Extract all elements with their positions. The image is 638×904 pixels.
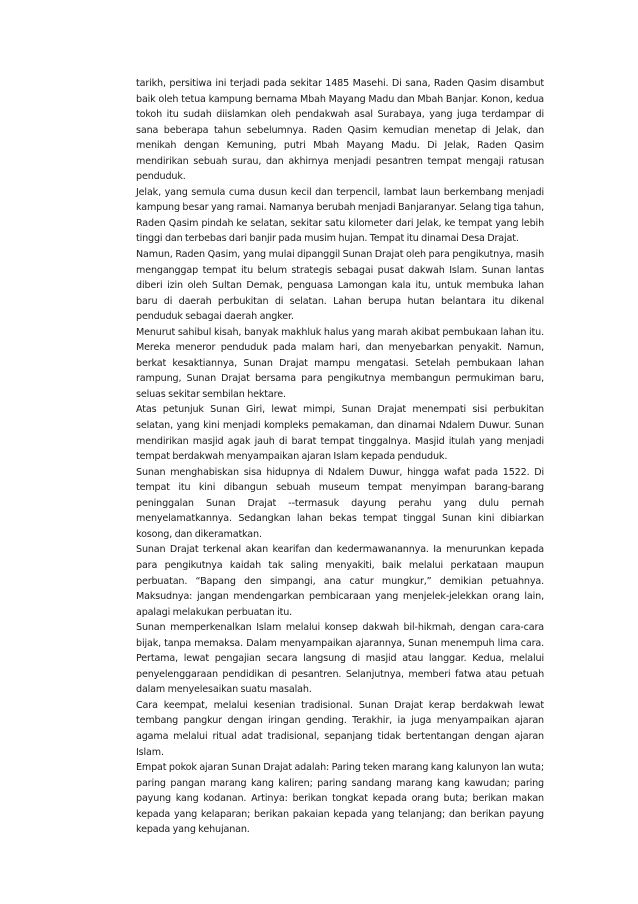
paragraph-5: Atas petunjuk Sunan Giri, lewat mimpi, Sunan Drajat menempati sisi perbukitan selatan, yang kini menjadi kompleks pemakaman, dan dinamai Ndalem Duwur. Sunan mendirikan masjid agak jauh di barat tempat tinggalnya. Masjid itulah yang menjadi tempat berdakwah menyampaikan ajaran Islam kepada penduduk. bbox=[136, 404, 544, 463]
paragraph-9: Cara keempat, melalui kesenian tradisional. Sunan Drajat kerap berdakwah lewat tembang pangkur dengan iringan gending. Terakhir, ia juga menyampaikan ajaran agama melalui ritual adat tradisional, sepanjang tidak bertentangan dengan ajaran Islam. bbox=[136, 699, 544, 758]
paragraph-4: Menurut sahibul kisah, banyak makhluk halus yang marah akibat pembukaan lahan itu. Mereka meneror penduduk pada malam hari, dan menyebarkan penyakit. Namun, berkat kesaktiannya, Sunan Drajat mampu mengatasi. Setelah pembukaan lahan rampung, Sunan Drajat bersama para pengikutnya membangun permukiman baru, seluas sekitar sembilan hektare. bbox=[136, 326, 544, 400]
paragraph-1: tarikh, persitiwa ini terjadi pada sekitar 1485 Masehi. Di sana, Raden Qasim disambut baik oleh tetua kampung bernama Mbah Mayang Madu dan Mbah Banjar. Konon, kedua tokoh itu sudah diislamkan oleh pendakwah asal Surabaya, yang juga terdampar di sana beberapa tahun sebelumnya. Raden Qasim kemudian menetap di Jelak, dan menikah dengan Kemuning, putri Mbah Mayang Madu. Di Jelak, Raden Qasim mendirikan sebuah surau, dan akhirnya menjadi pesantren tempat mengaji ratusan penduduk. bbox=[136, 78, 544, 183]
paragraph-3: Namun, Raden Qasim, yang mulai dipanggil Sunan Drajat oleh para pengikutnya, masih menganggap tempat itu belum strategis sebagai pusat dakwah Islam. Sunan lantas diberi izin oleh Sultan Demak, penguasa Lamongan kala itu, untuk membuka lahan baru di daerah perbukitan di selatan. Lahan berupa hutan belantara itu dikenal penduduk sebagai daerah angker. bbox=[136, 249, 544, 323]
paragraph-2: Jelak, yang semula cuma dusun kecil dan terpencil, lambat laun berkembang menjadi kampung besar yang ramai. Namanya berubah menjadi Banjaranyar. Selang tiga tahun, Raden Qasim pindah ke selatan, sekitar satu kilometer dari Jelak, ke tempat yang lebih tinggi dan terbebas dari banjir pada musim hujan. Tempat itu dinamai Desa Drajat. bbox=[136, 186, 544, 245]
paragraph-7: Sunan Drajat terkenal akan kearifan dan kedermawanannya. Ia menurunkan kepada para pengikutnya kaidah tak saling menyakiti, baik melalui perkataan maupun perbuatan. “Bapang den simpangi, ana catur mungkur,” demikian petuahnya. Maksudnya: jangan mendengarkan pembicaraan yang menjelek-jelekkan orang lain, apalagi melakukan perbuatan itu. bbox=[136, 544, 544, 618]
document-body bbox=[136, 76, 544, 838]
paragraph-10: Empat pokok ajaran Sunan Drajat adalah: Paring teken marang kang kalunyon lan wuta; paring pangan marang kang kaliren; paring sandang marang kang kawudan; paring payung kang kodanan. Artinya: berikan tongkat kepada orang buta; berikan makan kepada yang kelaparan; berikan pakaian kepada yang telanjang; dan berikan payung kepada yang kehujanan. bbox=[136, 762, 544, 836]
paragraph-6: Sunan menghabiskan sisa hidupnya di Ndalem Duwur, hingga wafat pada 1522. Di tempat itu kini dibangun sebuah museum tempat menyimpan barang-barang peninggalan Sunan Drajat --termasuk dayung perahu yang dulu pernah menyelamatkannya. Sedangkan lahan bekas tempat tinggal Sunan kini dibiarkan kosong, dan dikeramatkan. bbox=[136, 466, 544, 540]
paragraph-8: Sunan memperkenalkan Islam melalui konsep dakwah bil-hikmah, dengan cara-cara bijak, tanpa memaksa. Dalam menyampaikan ajarannya, Sunan menempuh lima cara. Pertama, lewat pengajian secara langsung di masjid atau langgar. Kedua, melalui penyelenggaraan pendidikan di pesantren. Selanjutnya, memberi fatwa atau petuah dalam menyelesaikan suatu masalah. bbox=[136, 622, 544, 696]
